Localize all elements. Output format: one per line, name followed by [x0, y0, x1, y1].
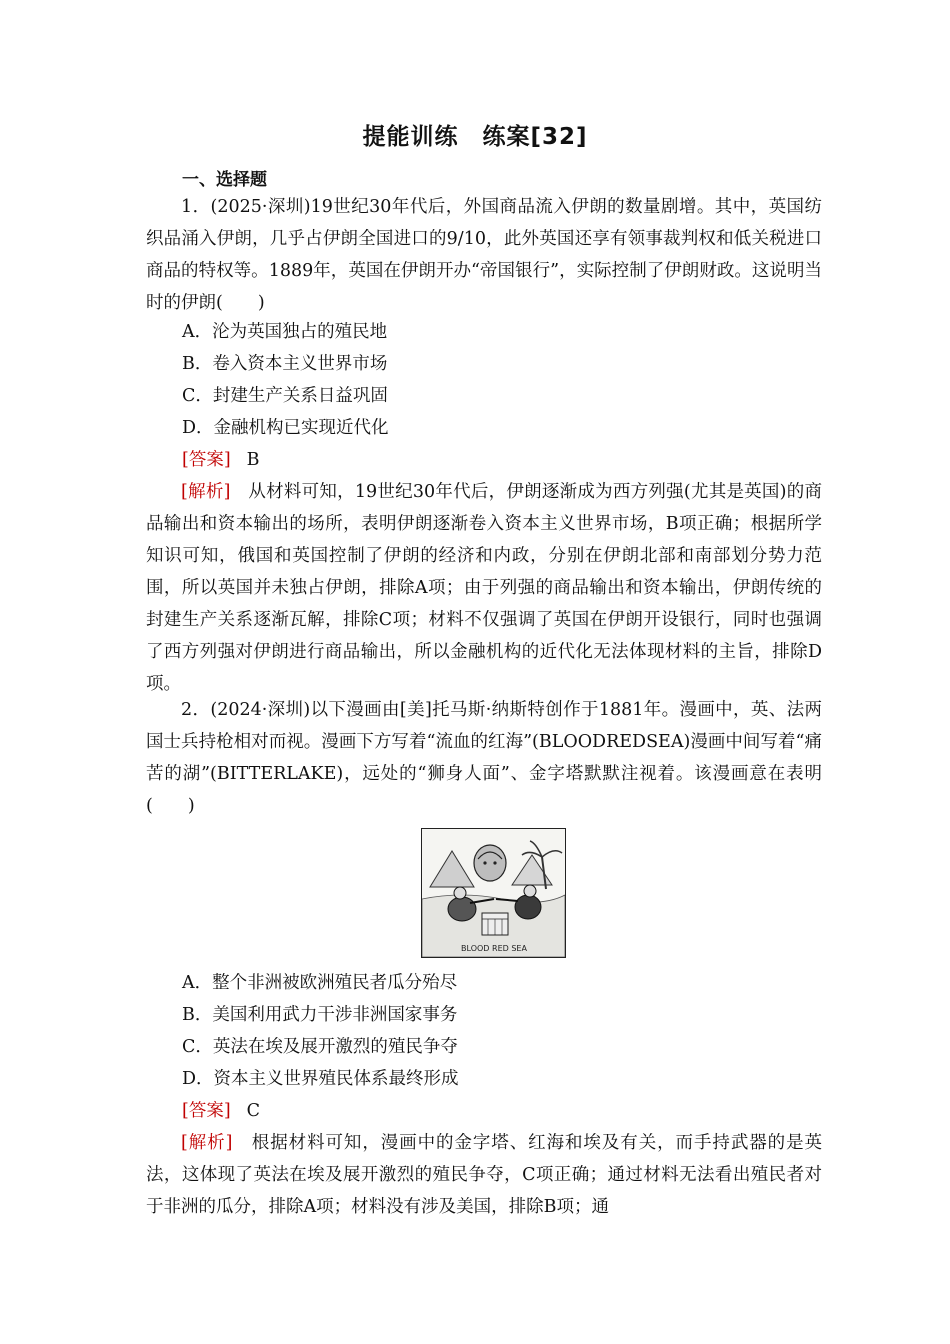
question-1-stem-text: 1．(2025·深圳)19世纪30年代后，外国商品流入伊朗的数量剧增。其中，英国纺织品涌入伊朗，几乎占伊朗全国进口的9/10，此外英国还享有领事裁判权和低关税进口商品的特权等。1889年，英国在伊朗开办“帝国银行”，实际控制了伊朗财政。这说明当时的伊朗( ) — [146, 197, 822, 313]
answer-label: [答案] — [182, 1101, 231, 1121]
question-2-analysis — [146, 1127, 822, 1223]
question-2-option-a: A．整个非洲被欧洲殖民者瓜分殆尽 — [182, 973, 458, 993]
question-2-stem-text: 2．(2024·深圳)以下漫画由[美]托马斯·纳斯特创作于1881年。漫画中，英、法两国士兵持枪相对而视。漫画下方写着“流血的红海”(BLOODREDSEA)漫画中间写着“痛苦的湖”(BITTERLAKE)，远处的“狮身人面”、金字塔默默注视着。该漫画意在表明( ) — [146, 700, 822, 816]
analysis-text: 从材料可知，19世纪30年代后，伊朗逐渐成为西方列强(尤其是英国)的商品输出和资本输出的场所，表明伊朗逐渐卷入资本主义世界市场，B项正确；根据所学知识可知，俄国和英国控制了伊朗的经济和内政，分别在伊朗北部和南部划分势力范围，所以英国并未独占伊朗，排除A项；由于列强的商品输出和资本输出，伊朗传统的封建生产关系逐渐瓦解，排除C项；材料不仅强调了英国在伊朗开设银行，同时也强调了西方列强对伊朗进行商品输出，所以金融机构的近代化无法体现材料的主旨，排除D项。 — [146, 482, 823, 694]
question-1-answer — [182, 444, 260, 476]
question-1-analysis — [146, 476, 822, 700]
answer-label: [答案] — [182, 450, 231, 470]
cartoon-image — [421, 828, 566, 958]
question-2-answer — [182, 1095, 260, 1127]
question-1-option-c: C．封建生产关系日益巩固 — [182, 386, 388, 406]
cartoon-illustration — [422, 829, 565, 957]
question-1-option-b: B．卷入资本主义世界市场 — [182, 354, 388, 374]
analysis-text: 根据材料可知，漫画中的金字塔、红海和埃及有关，而手持武器的是英法，这体现了英法在埃及展开激烈的殖民争夺，C项正确；通过材料无法看出殖民者对于非洲的瓜分，排除A项；材料没有涉及美国，排除B项；通 — [146, 1133, 823, 1217]
question-2-option-c: C．英法在埃及展开激烈的殖民争夺 — [182, 1037, 458, 1057]
question-1-stem — [146, 191, 822, 319]
page-title: 提能训练 练案[32] — [362, 124, 588, 150]
question-2-option-d: D．资本主义世界殖民体系最终形成 — [182, 1069, 459, 1089]
question-2-option-b: B．美国利用武力干涉非洲国家事务 — [182, 1005, 458, 1025]
cartoon-caption: BLOOD RED SEA — [461, 944, 527, 953]
section-heading: 一、选择题 — [182, 170, 267, 190]
question-1-option-a: A．沦为英国独占的殖民地 — [182, 322, 388, 342]
analysis-label: [解析] — [181, 482, 231, 502]
analysis-label: [解析] — [181, 1133, 233, 1153]
answer-value: B — [246, 450, 260, 470]
question-2-stem — [146, 694, 822, 822]
question-1-option-d: D．金融机构已实现近代化 — [182, 418, 389, 438]
answer-value: C — [246, 1101, 261, 1121]
